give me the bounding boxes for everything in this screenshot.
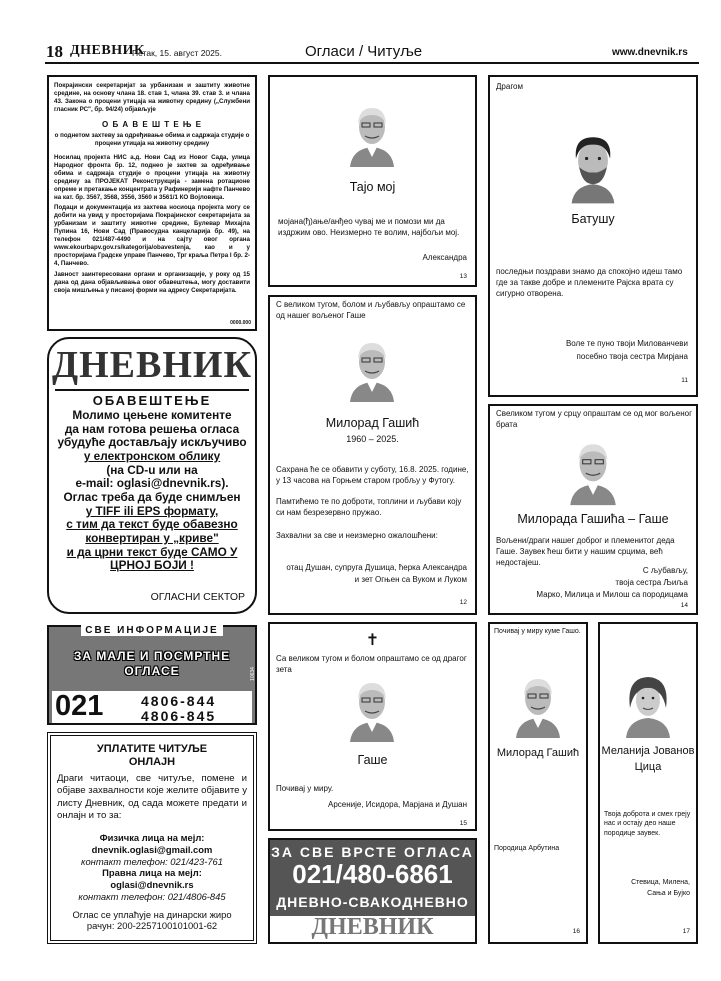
announcement-line: у TIFF ili EPS формату,	[85, 503, 219, 518]
newspaper-logo: ДНЕВНИК	[70, 43, 145, 58]
announcement-line: Молимо цењене комитенте	[72, 408, 232, 422]
obituary-signature-1: отац Душан, супруга Душица, ћерка Александра	[286, 563, 467, 572]
ad-logo: ДНЕВНИК	[311, 914, 434, 940]
portrait-icon	[342, 332, 402, 402]
announcement-line: убудуће достављају искључиво	[57, 435, 247, 450]
announcement-line: с тим да текст буде обавезно	[66, 517, 238, 532]
announcement-line: конвертиран у „криве"	[85, 531, 219, 546]
obituary-signature-2: твоја сестра Љиља	[615, 578, 688, 587]
obituary-text: Почивај у миру.	[276, 784, 334, 793]
obituary-intro: Са великом тугом и болом опраштамо се од драгог зета	[276, 654, 467, 674]
payment-account: рачун: 200-2257100101001-62	[86, 920, 218, 932]
announcement-line: у електронском облику	[83, 449, 221, 464]
website-link[interactable]: www.dnevnik.rs	[612, 47, 688, 58]
obituary-years: 1960 – 2025.	[346, 434, 399, 444]
announcement-divider	[55, 389, 249, 391]
payment-note: Оглас се уплаћује на динарски жиро	[72, 908, 232, 920]
obituary-text: последњи поздрави знамо да спокојно идеш тамо где за такве добре и племените Рајска врата су сигурно отворена.	[496, 267, 683, 298]
obituary-14	[488, 404, 698, 615]
notice-body-1: Носилац пројекта НИС а.д. Нови Сад из Новог Сада, улица Народног фронта бр. 12, поднео је захтев за одређивање обима и садржаја студије о процени утицаја на животну средину за ПРОЈЕКАТ Реконструкција - замена ротационе опреме и претакање концентрата у Рафинерији нафте Панчево на кат. бр. 3567, 3568, 3556, 3560 и 3561/1 КО Војловица.	[54, 153, 250, 201]
obituary-text: Твоја доброта и смех греју нас и остају део наше породице заувек.	[604, 811, 691, 837]
obituary-nickname: Цица	[634, 761, 662, 773]
obituary-number: 14	[680, 602, 688, 609]
info-code: 10634	[249, 667, 256, 681]
contact-phone: контакт телефон: 021/423-761	[81, 855, 223, 867]
contact-email[interactable]: oglasi@dnevnik.rs	[110, 879, 194, 890]
info-box	[47, 625, 257, 725]
cross-icon: ✝	[365, 632, 380, 649]
announcement-line: ЦРНОЈ БОЈИ !	[110, 558, 194, 573]
online-paragraph: Драги читаоци, све читуље, помене и објаве захвалности које желите објавите у листу Дневник, од сада можете предати и онлајн и то за:	[57, 773, 247, 822]
contact-phone: контакт телефон: 021/4806-845	[78, 890, 226, 902]
obituary-16	[488, 622, 588, 944]
obituary-signature-2: Сања и Бујко	[647, 890, 690, 897]
announcement-line: Оглас треба да буде снимљен	[63, 490, 241, 505]
announcement-line: и да црни текст буде САМО У	[66, 544, 238, 559]
obituary-name: Милорад Гашић	[325, 416, 420, 430]
obituary-name: Гаше	[357, 753, 388, 767]
obituary-signature-1: Воле те пуно твоји Милованчеви	[565, 339, 688, 348]
portrait-icon	[508, 664, 568, 742]
online-contacts	[51, 832, 253, 932]
dnevnik-announcement	[47, 337, 257, 614]
portrait-icon	[562, 432, 624, 506]
obituary-number: 13	[459, 273, 467, 280]
obituary-number: 15	[459, 820, 467, 827]
contact-email[interactable]: dnevnik.oglasi@gmail.com	[91, 843, 213, 855]
obituary-signature-1: С љубављу,	[642, 566, 688, 575]
obituary-signature-2: и зет Огњен са Вуком и Луком	[354, 575, 467, 584]
contact-label: Физичка лица на мејл:	[99, 832, 205, 843]
notice-code: 0000.000	[230, 319, 251, 326]
obituary-intro: С великом тугом, болом и љубављу опраштамо се од нашег вољеног Гаше	[276, 300, 466, 320]
dnevnik-logo: ДНЕВНИК	[51, 344, 253, 386]
phone-prefix: 021	[55, 690, 104, 722]
notice-body-2: Подаци и документација из захтева носиоца пројекта могу се добити на увид у просторијама Покрајинског секретаријата за урбанизам и заштиту животне средине, Булевар Михајла Пупина 16, Нови Сад (Правосудна канцеларија бр. 49), на телефон 021/487-4490 и на сајту овог органа www.ekourbapv.gov.rs/kategorija/obavestenja, као и у просторијама Градске управе Панчево, Трг краља Петра I бр. 2-4, Панчево.	[54, 204, 250, 268]
announcement-line: да нам готова решења огласа	[64, 421, 240, 436]
obituary-intro: Драгом	[496, 82, 524, 91]
online-title-2: ОНЛАЈН	[128, 756, 176, 768]
obituary-17	[598, 622, 698, 944]
portrait-icon	[342, 97, 402, 167]
obituary-11	[488, 75, 698, 397]
notice-intro: Покрајински секретаријат за урбанизам и заштиту животне средине, на основу члана 18. став 1, члана 39. став 3. и члана 43. Закона о процени утицаја на животну средину („Службени гласник РС", бр. 94/24) објављује	[54, 82, 250, 113]
obituary-text-1: Сахрана ће се обавити у суботу, 16.8. 2025. године, у 13 часова на Горњем старом гробљу у Футогу.	[276, 465, 469, 485]
announcement-title: ОБАВЕШТЕЊЕ	[92, 393, 212, 408]
issue-date: Петак, 15. август 2025.	[132, 48, 222, 58]
obituary-signature-1: Стевица, Милена,	[631, 879, 690, 886]
page-number: 18	[46, 42, 63, 61]
official-notice	[47, 75, 257, 331]
ad-line-3: ДНЕВНО-СВАКОДНЕВНО	[276, 894, 469, 910]
ad-line-1: ЗА СВЕ ВРСТЕ ОГЛАСА	[271, 844, 474, 860]
contact-label: Правна лица на мејл:	[102, 867, 202, 879]
obituary-intro: Почивај у миру куме Гашо.	[494, 628, 581, 635]
phone-number-1[interactable]: 4806-844	[141, 693, 217, 709]
portrait-icon	[618, 664, 678, 742]
obituary-12	[268, 295, 477, 615]
obituary-signature: Породица Арбутина	[494, 845, 560, 852]
announcement-body	[55, 409, 249, 573]
obituary-name: Меланија Јованов	[601, 745, 695, 757]
announcement-signature: ОГЛАСНИ СЕКТОР	[150, 591, 245, 603]
notice-body-3: Јавност заинтересовани органи и организације, у року од 15 дана од дана објављивања овог обавештења, могу доставити своја мишљења у писаној форми на адресу Секретаријата.	[54, 270, 250, 294]
obituary-signature: Александра	[422, 253, 467, 262]
obituary-name: Батушу	[571, 212, 615, 226]
obituary-number: 11	[681, 377, 688, 384]
obituary-13	[268, 75, 477, 287]
obituary-text: Вољени/драги нашег доброг и племенитог деда Гаше. Заувек ћеш бити у нашим срцима, већ недостајеш.	[496, 536, 675, 567]
online-title-1: УПЛАТИТЕ ЧИТУЉЕ	[96, 743, 208, 755]
obituary-number: 17	[682, 928, 690, 935]
announcement-email[interactable]: e-mail: oglasi@dnevnik.rs).	[75, 476, 229, 491]
header-divider	[45, 62, 699, 64]
obituary-signature: Арсеније, Исидора, Марјана и Душан	[327, 800, 467, 809]
obituary-intro: Свеликом тугом у срцу опраштам се од мог вољеног брата	[496, 409, 693, 429]
obituary-name: Милорад Гашић	[496, 747, 580, 759]
ad-phone[interactable]: 021/480-6861	[292, 859, 453, 889]
obituary-name: Тајо мој	[349, 180, 396, 194]
obituary-name: Милорада Гашића – Гаше	[517, 512, 669, 526]
info-title: СВЕ ИНФОРМАЦИЈЕ	[49, 620, 255, 638]
obituary-number: 16	[572, 928, 580, 935]
info-subtitle-2: ОГЛАСЕ	[124, 664, 180, 678]
obituary-15	[268, 622, 477, 831]
notice-title: О Б А В Е Ш Т Е Њ Е	[102, 119, 202, 129]
announcement-line: (на CD-u или на	[106, 462, 198, 477]
obituary-number: 12	[459, 599, 467, 606]
obituary-text-2: Памтићемо те по доброти, топлини и љубави коју си нам безрезервно пружао.	[276, 497, 462, 517]
portrait-icon	[561, 127, 625, 205]
obituary-signature-2: посебно твоја сестра Мирјана	[576, 352, 688, 361]
portrait-icon	[342, 672, 402, 742]
section-title: Огласи / Читуље	[305, 43, 423, 60]
advertising-banner	[268, 838, 477, 944]
notice-subtitle: о поднетом захтеву за одређивање обима и садржаја студије о процени утицаја на животну средину	[54, 131, 250, 147]
obituary-signature-3: Марко, Милица и Милош са породицама	[536, 590, 688, 599]
online-payment-box	[47, 732, 257, 944]
obituary-text: мојана(ђ)ање/анђео чувај ме и помози ми да издржим ово. Неизмерно те волим, најбољи мој.	[278, 217, 460, 237]
phone-number-2[interactable]: 4806-845	[141, 708, 217, 724]
info-subtitle-1: ЗА МАЛЕ И ПОСМРТНЕ	[73, 649, 231, 663]
obituary-text-3: Захвални за све и неизмерно ожалошћени:	[276, 531, 438, 540]
